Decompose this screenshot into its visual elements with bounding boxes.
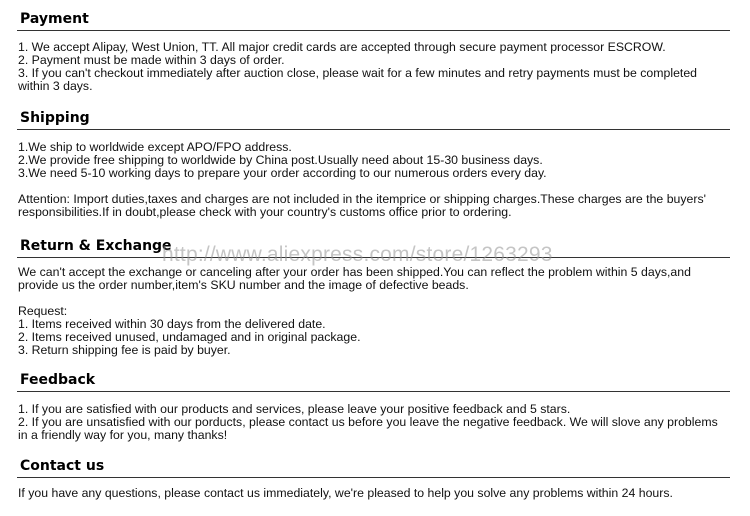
return-exchange-text bbox=[18, 266, 730, 357]
return-exchange-heading: Return & Exchange bbox=[20, 238, 172, 254]
feedback-divider bbox=[17, 391, 730, 392]
payment-heading: Payment bbox=[20, 11, 89, 27]
payment-line-3: 3. If you can't checkout immediately after auction close, please wait for a few minutes and retry payments must be completed within 3 days. bbox=[18, 66, 698, 93]
shipping-line-2: 2.We provide free shipping to worldwide by China post.Usually need about 15-30 business days. bbox=[18, 153, 543, 167]
shipping-line-3: 3.We need 5-10 working days to prepare your order according to our numerous orders every day. bbox=[18, 166, 547, 180]
shipping-divider bbox=[17, 129, 730, 130]
contact-heading: Contact us bbox=[20, 458, 105, 474]
payment-text bbox=[18, 41, 730, 93]
feedback-line-1: 1. If you are satisfied with our products and services, please leave your positive feedback and 5 stars. bbox=[18, 402, 571, 416]
return-exchange-intro: We can't accept the exchange or canceling after your order has been shipped.You can reflect the problem within 5 days,and provide us the order number,item's SKU number and the image of defective beads. bbox=[18, 265, 691, 292]
contact-line: If you have any questions, please contact us immediately, we're pleased to help you solve any problems within 24 hours. bbox=[18, 486, 673, 500]
return-request-line-2: 2. Items received unused, undamaged and in original package. bbox=[18, 330, 361, 344]
shipping-heading: Shipping bbox=[20, 110, 90, 126]
feedback-text bbox=[18, 403, 730, 442]
return-request-label: Request: bbox=[18, 304, 68, 318]
feedback-heading: Feedback bbox=[20, 372, 96, 388]
payment-divider bbox=[17, 30, 730, 31]
contact-divider bbox=[17, 477, 730, 478]
shipping-attention: Attention: Import duties,taxes and charges are not included in the itemprice or shipping charges.These charges are the buyers' responsibilities.If in doubt,please check with your country's customs office prior to ordering. bbox=[18, 192, 706, 219]
feedback-line-2: 2. If you are unsatisfied with our porducts, please contact us before you leave the negative feedback. We will slove any problems in a friendly way for you, many thanks! bbox=[18, 415, 718, 442]
return-request-line-3: 3. Return shipping fee is paid by buyer. bbox=[18, 343, 231, 357]
store-url-watermark: http://www.aliexpress.com/store/1263293 bbox=[162, 243, 553, 266]
contact-text bbox=[18, 487, 730, 500]
return-request-line-1: 1. Items received within 30 days from the delivered date. bbox=[18, 317, 326, 331]
payment-line-2: 2. Payment must be made within 3 days of order. bbox=[18, 53, 285, 67]
shipping-line-1: 1.We ship to worldwide except APO/FPO address. bbox=[18, 140, 292, 154]
payment-line-1: 1. We accept Alipay, West Union, TT. All major credit cards are accepted through secure payment processor ESCROW. bbox=[18, 40, 666, 54]
shipping-text bbox=[18, 141, 730, 219]
